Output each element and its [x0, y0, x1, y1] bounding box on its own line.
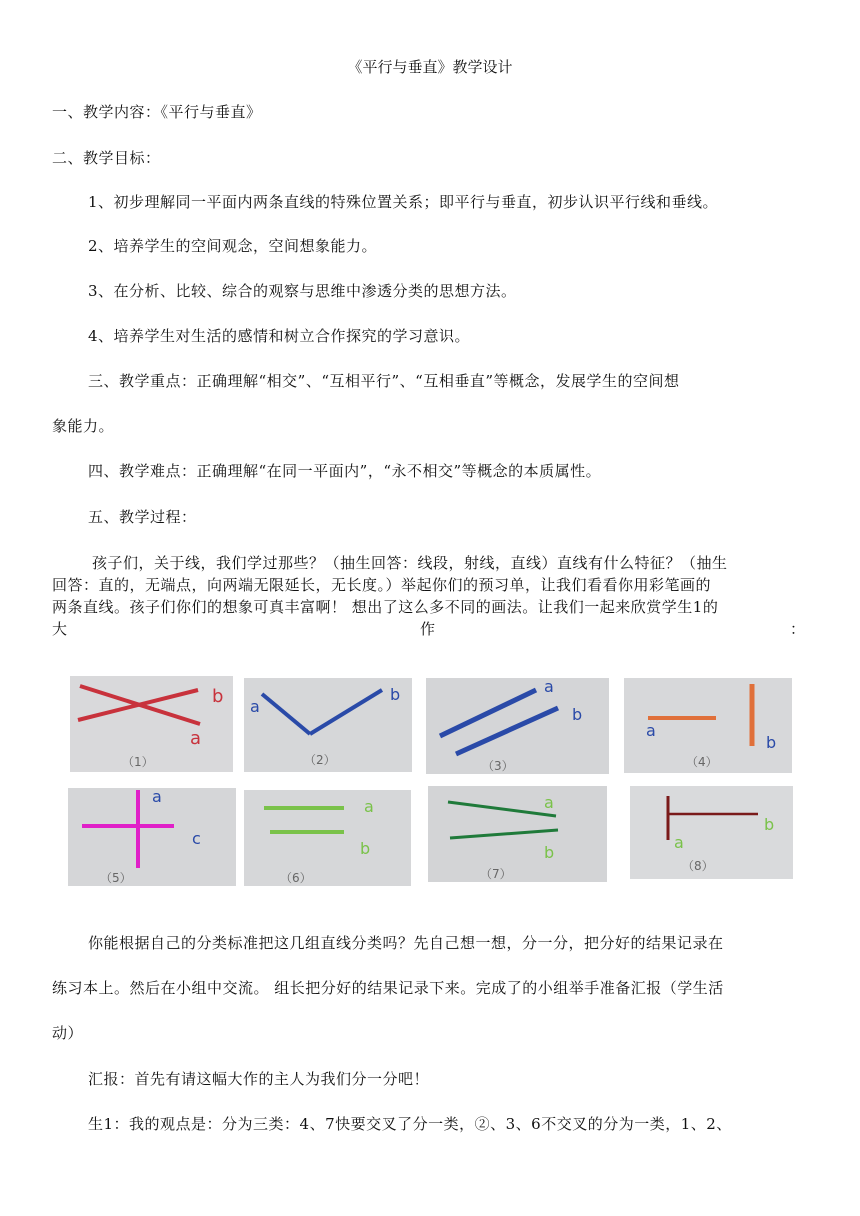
intro-line-4-mid: 作: [420, 620, 436, 638]
difficult-points: 四、教学难点：正确理解“在同一平面内”，“永不相交”等概念的本质属性。: [88, 462, 602, 480]
label-a: a: [190, 728, 202, 749]
student-1-answer: 生1：我的观点是：分为三类：4、7快要交叉了分一类，②、3、6不交叉的分为一类，1、2、: [88, 1115, 732, 1133]
objective-3: 3、在分析、比较、综合的观察与思维中渗透分类的思想方法。: [88, 282, 517, 300]
label-c: c: [192, 829, 201, 848]
intro-line-1: 孩子们，关于线，我们学过那些？（抽生回答：线段，射线，直线）直线有什么特征？（抽生: [92, 554, 728, 572]
intro-line-4-start: 大: [52, 620, 68, 638]
report-intro: 汇报：首先有请这幅大作的主人为我们分一分吧！: [88, 1070, 430, 1088]
student-drawing-7: [428, 786, 607, 882]
student-drawing-2: [244, 678, 412, 772]
figure-number: （3）: [482, 759, 514, 773]
label-a: a: [364, 797, 374, 816]
figure-number: （2）: [304, 753, 336, 767]
label-b: b: [390, 685, 401, 704]
student-drawing-6: [244, 790, 411, 886]
label-a: a: [674, 833, 684, 852]
student-drawing-5: [68, 788, 236, 886]
intro-line-2: 回答：直的，无端点，向两端无限延长，无长度。）举起你们的预习单，让我们看看你用彩笔画的: [52, 576, 712, 594]
label-b: b: [764, 815, 775, 834]
key-points-line2: 象能力。: [52, 417, 115, 435]
student-drawing-4: [624, 678, 792, 773]
objective-4: 4、培养学生对生活的感情和树立合作探究的学习意识。: [88, 327, 471, 345]
label-a: a: [152, 788, 162, 806]
figure-number: （6）: [280, 871, 312, 885]
student-drawing-3: [426, 678, 609, 774]
label-a: a: [250, 697, 260, 716]
figure-number: （5）: [100, 871, 132, 885]
key-points-line1: 三、教学重点：正确理解“相交”、“互相平行”、“互相垂直”等概念，发展学生的空间想: [88, 372, 680, 390]
student-drawing-8: [630, 786, 793, 879]
figure-number: （8）: [682, 859, 714, 873]
section-content: 一、教学内容：《平行与垂直》: [52, 103, 262, 121]
label-a: a: [544, 678, 554, 696]
label-b: b: [572, 705, 583, 724]
objective-1: 1、初步理解同一平面内两条直线的特殊位置关系；即平行与垂直，初步认识平行线和垂线。: [88, 193, 719, 211]
student-drawing-1: [70, 676, 233, 772]
intro-line-4-end: ：: [790, 620, 806, 638]
label-b: b: [212, 686, 224, 707]
label-b: b: [766, 733, 777, 752]
classify-prompt-line3: 动）: [52, 1024, 84, 1042]
label-b: b: [544, 843, 555, 862]
figure-number: （4）: [686, 755, 718, 769]
figure-number: （7）: [480, 867, 512, 881]
objective-2: 2、培养学生的空间观念，空间想象能力。: [88, 237, 378, 255]
classify-prompt-line1: 你能根据自己的分类标准把这几组直线分类吗？先自己想一想，分一分，把分好的结果记录在: [88, 934, 724, 952]
label-b: b: [360, 839, 371, 858]
section-process: 五、教学过程：: [88, 508, 197, 526]
figure-number: （1）: [122, 755, 154, 769]
label-a: a: [646, 721, 656, 740]
section-objectives: 二、教学目标：: [52, 149, 161, 167]
label-a: a: [544, 793, 554, 812]
classify-prompt-line2: 练习本上。然后在小组中交流。 组长把分好的结果记录下来。完成了的小组举手准备汇报（学生活: [52, 979, 724, 997]
document-title: 《平行与垂直》教学设计: [347, 58, 513, 76]
intro-line-3: 两条直线。孩子们你们的想象可真丰富啊！ 想出了这么多不同的画法。让我们一起来欣赏学生1的: [52, 598, 719, 616]
